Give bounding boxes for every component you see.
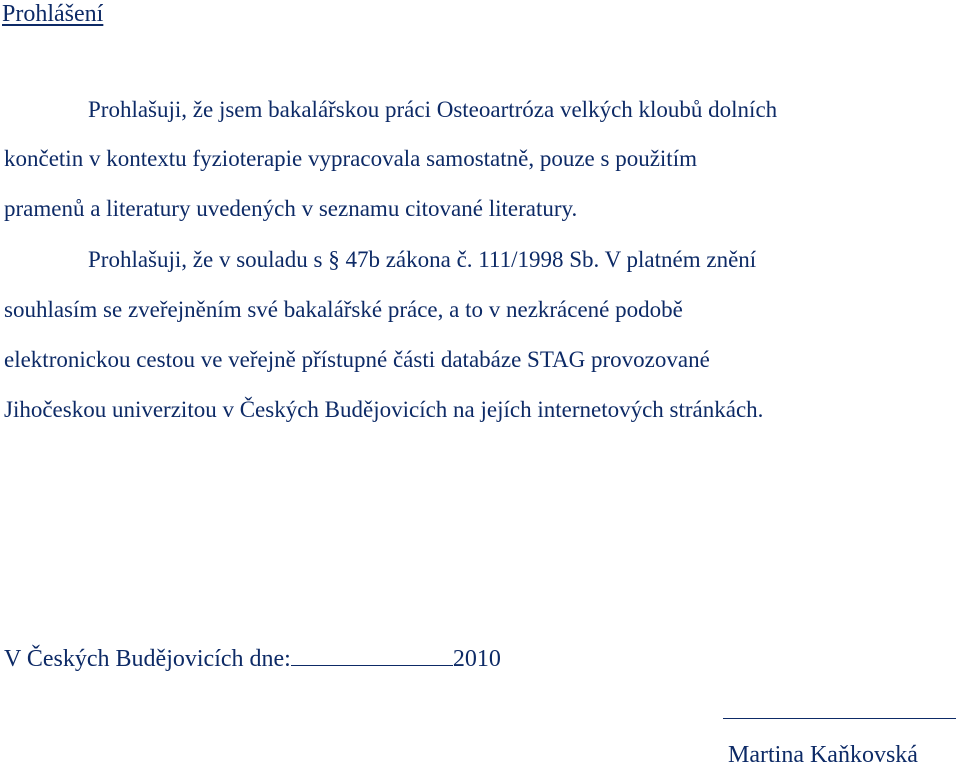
paragraph-line: Prohlašuji, že jsem bakalářskou práci Osteoartróza velkých kloubů dolních bbox=[88, 97, 778, 122]
paragraph-line: pramenů a literatury uvedených v seznamu citované literatury. bbox=[4, 196, 578, 221]
paragraph-line: Jihočeskou univerzitou v Českých Budějovicích na jejích internetových stránkách. bbox=[4, 397, 764, 422]
signature-line bbox=[723, 718, 956, 719]
place-date-line bbox=[4, 643, 501, 673]
paragraph-line: elektronickou cestou ve veřejně přístupné části databáze STAG provozované bbox=[4, 347, 710, 372]
document-heading: Prohlášení bbox=[2, 1, 104, 27]
paragraph-line: Prohlašuji, že v souladu s § 47b zákona č. 111/1998 Sb. V platném znění bbox=[88, 247, 757, 272]
place-date-label: V Českých Budějovicích dne: bbox=[4, 646, 291, 672]
signature-name: Martina Kaňkovská bbox=[728, 742, 918, 768]
paragraph-line: souhlasím se zveřejněním své bakalářské práce, a to v nezkrácené podobě bbox=[4, 297, 683, 322]
paragraph-line: končetin v kontextu fyzioterapie vypracovala samostatně, pouze s použitím bbox=[4, 146, 697, 171]
date-blank-line bbox=[291, 643, 453, 666]
place-date-year: 2010 bbox=[452, 646, 501, 672]
